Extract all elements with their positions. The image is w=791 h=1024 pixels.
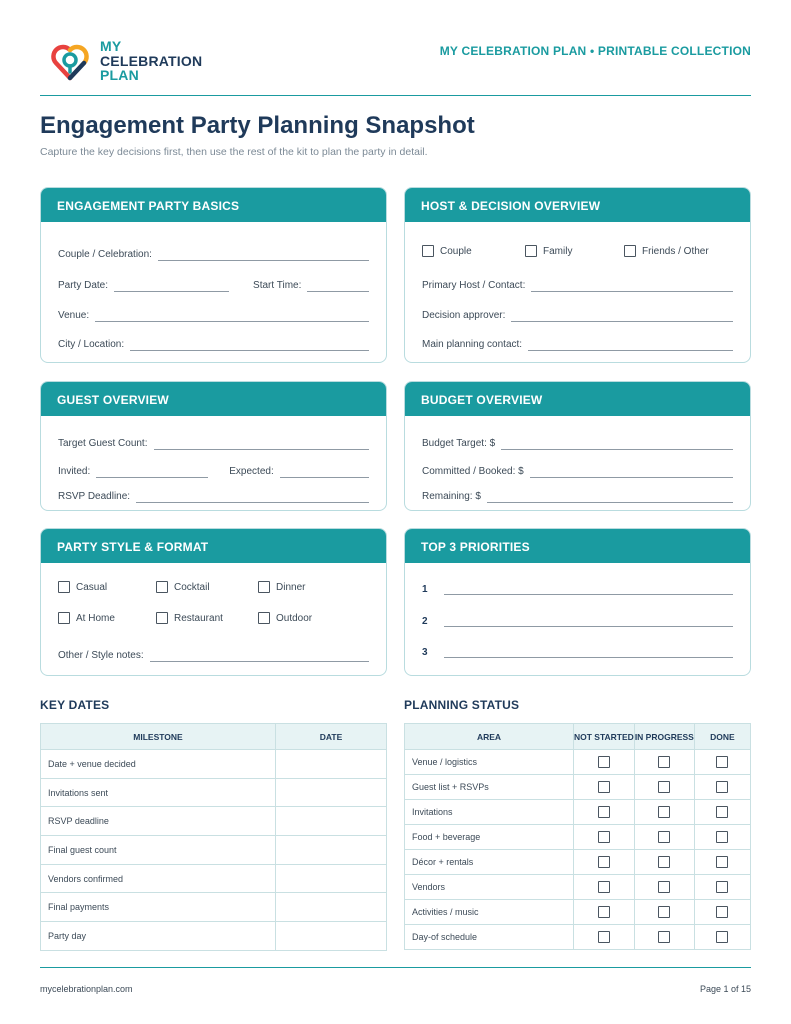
- party-date-label: Party Date:: [58, 280, 109, 291]
- budget-target-label: Budget Target: $: [422, 438, 496, 449]
- option-label: Couple: [440, 245, 472, 257]
- priority-3[interactable]: [422, 644, 733, 658]
- done-checkbox[interactable]: [716, 831, 728, 843]
- in-progress-checkbox[interactable]: [658, 831, 670, 843]
- milestone-cell: Vendors confirmed: [41, 864, 276, 893]
- style-option-restaurant[interactable]: [156, 612, 223, 624]
- checkbox[interactable]: [58, 581, 70, 593]
- milestone-cell: RSVP deadline: [41, 807, 276, 836]
- priority-number: 2: [422, 616, 428, 627]
- approver-label: Decision approver:: [422, 310, 506, 321]
- not-started-checkbox[interactable]: [598, 906, 610, 918]
- target-guest-line[interactable]: [154, 440, 370, 450]
- page-title: Engagement Party Planning Snapshot: [40, 112, 475, 139]
- expected-label: Expected:: [229, 466, 274, 477]
- table-row: [405, 775, 751, 800]
- done-checkbox[interactable]: [716, 856, 728, 868]
- rsvp-field[interactable]: [58, 489, 369, 503]
- checkbox[interactable]: [624, 245, 636, 257]
- city-field[interactable]: [58, 337, 369, 351]
- approver-field[interactable]: [422, 308, 733, 322]
- option-label: Friends / Other: [642, 245, 709, 257]
- checkbox[interactable]: [525, 245, 537, 257]
- venue-field[interactable]: [58, 308, 369, 322]
- rsvp-label: RSVP Deadline:: [58, 491, 131, 502]
- budget-heading: BUDGET OVERVIEW: [405, 382, 750, 416]
- in-progress-checkbox[interactable]: [658, 856, 670, 868]
- budget-target-line[interactable]: [501, 440, 733, 450]
- venue-line[interactable]: [95, 312, 369, 322]
- date-cell[interactable]: [276, 836, 387, 865]
- key-dates-heading: KEY DATES: [40, 698, 110, 712]
- priority-1[interactable]: [422, 581, 733, 595]
- budget-target-field[interactable]: [422, 436, 733, 450]
- checkbox[interactable]: [156, 612, 168, 624]
- done-checkbox[interactable]: [716, 931, 728, 943]
- logo-line-my: MY: [100, 38, 122, 54]
- committed-line[interactable]: [530, 468, 733, 478]
- priority-number: 1: [422, 584, 428, 595]
- in-progress-checkbox[interactable]: [658, 756, 670, 768]
- target-guest-field[interactable]: [58, 436, 369, 450]
- planning-status-heading: PLANNING STATUS: [404, 698, 520, 712]
- date-column-header: DATE: [276, 724, 387, 750]
- budget-card: [404, 381, 751, 511]
- city-label: City / Location:: [58, 339, 125, 350]
- planning-status-table: [404, 723, 751, 950]
- target-guest-label: Target Guest Count:: [58, 438, 148, 449]
- priorities-heading: TOP 3 PRIORITIES: [405, 529, 750, 563]
- brand-logo: [48, 36, 208, 84]
- table-row: [41, 836, 387, 865]
- priority-line[interactable]: [444, 648, 733, 658]
- footer-divider: [40, 967, 751, 968]
- not-started-checkbox[interactable]: [598, 931, 610, 943]
- milestone-cell: Final payments: [41, 893, 276, 922]
- done-checkbox[interactable]: [716, 806, 728, 818]
- city-line[interactable]: [130, 341, 369, 351]
- area-cell: Décor + rentals: [405, 850, 574, 875]
- style-option-cocktail[interactable]: [156, 581, 210, 593]
- table-row: [41, 864, 387, 893]
- option-label: Casual: [76, 581, 108, 593]
- milestone-cell: Invitations sent: [41, 778, 276, 807]
- priority-2[interactable]: [422, 613, 733, 627]
- done-checkbox[interactable]: [716, 906, 728, 918]
- remaining-line[interactable]: [487, 493, 733, 503]
- party-date-line[interactable]: [114, 282, 229, 292]
- not-started-checkbox[interactable]: [598, 781, 610, 793]
- host-option-family[interactable]: [525, 245, 572, 257]
- basics-card: [40, 187, 387, 363]
- in-progress-checkbox[interactable]: [658, 806, 670, 818]
- done-checkbox[interactable]: [716, 781, 728, 793]
- in-progress-checkbox[interactable]: [658, 881, 670, 893]
- style-notes-label: Other / Style notes:: [58, 650, 144, 661]
- option-label: Restaurant: [174, 612, 223, 624]
- area-cell: Activities / music: [405, 900, 574, 925]
- in-progress-checkbox[interactable]: [658, 781, 670, 793]
- committed-field[interactable]: [422, 464, 733, 478]
- in-progress-column-header: IN PROGRESS: [634, 724, 694, 750]
- in-progress-checkbox[interactable]: [658, 906, 670, 918]
- style-notes-field[interactable]: [58, 648, 369, 662]
- not-started-column-header: NOT STARTED: [574, 724, 635, 750]
- option-label: Dinner: [276, 581, 306, 593]
- main-contact-field[interactable]: [422, 337, 733, 351]
- basics-heading: ENGAGEMENT PARTY BASICS: [41, 188, 386, 222]
- couple-line[interactable]: [158, 251, 369, 261]
- expected-line[interactable]: [280, 468, 369, 478]
- table-row: [405, 825, 751, 850]
- invited-line[interactable]: [96, 468, 208, 478]
- committed-label: Committed / Booked: $: [422, 466, 524, 477]
- start-time-line[interactable]: [307, 282, 369, 292]
- key-dates-table: [40, 723, 387, 951]
- area-cell: Day-of schedule: [405, 925, 574, 950]
- checkbox[interactable]: [58, 612, 70, 624]
- start-time-label: Start Time:: [253, 280, 302, 291]
- date-cell[interactable]: [276, 778, 387, 807]
- page-header: [40, 32, 751, 96]
- rsvp-line[interactable]: [136, 493, 369, 503]
- milestone-cell: Final guest count: [41, 836, 276, 865]
- venue-label: Venue:: [58, 310, 90, 321]
- area-cell: Venue / logistics: [405, 750, 574, 775]
- style-notes-line[interactable]: [150, 652, 369, 662]
- date-time-row: [58, 278, 369, 292]
- date-cell[interactable]: [276, 893, 387, 922]
- primary-host-label: Primary Host / Contact:: [422, 280, 526, 291]
- guest-heading: GUEST OVERVIEW: [41, 382, 386, 416]
- table-row: [41, 807, 387, 836]
- area-cell: Invitations: [405, 800, 574, 825]
- collection-label: MY CELEBRATION PLAN • PRINTABLE COLLECTION: [439, 44, 751, 58]
- remaining-field[interactable]: [422, 489, 733, 503]
- checkbox[interactable]: [156, 581, 168, 593]
- couple-field[interactable]: [58, 247, 369, 261]
- style-heading: PARTY STYLE & FORMAT: [41, 529, 386, 563]
- invited-label: Invited:: [58, 466, 91, 477]
- guest-card: [40, 381, 387, 511]
- heart-pin-logo-icon: [48, 38, 92, 82]
- not-started-checkbox[interactable]: [598, 856, 610, 868]
- host-heading: HOST & DECISION OVERVIEW: [405, 188, 750, 222]
- priority-number: 3: [422, 647, 428, 658]
- style-option-outdoor[interactable]: [258, 612, 312, 624]
- done-checkbox[interactable]: [716, 881, 728, 893]
- host-card: [404, 187, 751, 363]
- logo-line-celebration: CELEBRATION: [100, 52, 203, 69]
- primary-host-field[interactable]: [422, 278, 733, 292]
- option-label: Family: [543, 245, 573, 257]
- style-option-dinner[interactable]: [258, 581, 305, 593]
- area-cell: Food + beverage: [405, 825, 574, 850]
- priorities-card: [404, 528, 751, 676]
- milestone-column-header: MILESTONE: [41, 724, 276, 750]
- footer-url[interactable]: mycelebrationplan.com: [40, 984, 133, 994]
- date-cell[interactable]: [276, 922, 387, 951]
- table-row: [41, 893, 387, 922]
- date-cell[interactable]: [276, 864, 387, 893]
- logo-line-plan: PLAN: [100, 67, 139, 83]
- option-label: At Home: [76, 612, 115, 624]
- option-label: Cocktail: [174, 581, 210, 593]
- approver-line[interactable]: [511, 312, 733, 322]
- table-row: [405, 925, 751, 950]
- host-option-couple[interactable]: [422, 245, 472, 257]
- checkbox[interactable]: [422, 245, 434, 257]
- couple-label: Couple / Celebration:: [58, 249, 152, 260]
- table-row: [405, 850, 751, 875]
- table-row: [405, 875, 751, 900]
- milestone-cell: Date + venue decided: [41, 750, 276, 779]
- not-started-checkbox[interactable]: [598, 831, 610, 843]
- priority-line[interactable]: [444, 617, 733, 627]
- date-cell[interactable]: [276, 750, 387, 779]
- area-column-header: AREA: [405, 724, 574, 750]
- table-row: [405, 750, 751, 775]
- style-option-casual[interactable]: [58, 581, 107, 593]
- area-cell: Guest list + RSVPs: [405, 775, 574, 800]
- host-option-friends[interactable]: [624, 245, 709, 257]
- logo-wordmark: [100, 39, 202, 83]
- main-contact-label: Main planning contact:: [422, 339, 523, 350]
- table-row: [41, 778, 387, 807]
- table-row: [41, 922, 387, 951]
- area-cell: Vendors: [405, 875, 574, 900]
- checkbox[interactable]: [258, 581, 270, 593]
- not-started-checkbox[interactable]: [598, 756, 610, 768]
- main-contact-line[interactable]: [528, 341, 733, 351]
- done-column-header: DONE: [694, 724, 750, 750]
- page-subtitle: Capture the key decisions first, then use the rest of the kit to plan the party in detail.: [40, 146, 428, 158]
- style-option-at-home[interactable]: [58, 612, 115, 624]
- style-card: [40, 528, 387, 676]
- table-row: [405, 900, 751, 925]
- milestone-cell: Party day: [41, 922, 276, 951]
- invited-expected-row: [58, 464, 369, 478]
- table-row: [41, 750, 387, 779]
- primary-host-line[interactable]: [531, 282, 733, 292]
- not-started-checkbox[interactable]: [598, 806, 610, 818]
- footer-page-number: Page 1 of 15: [699, 984, 751, 994]
- date-cell[interactable]: [276, 807, 387, 836]
- done-checkbox[interactable]: [716, 756, 728, 768]
- checkbox[interactable]: [258, 612, 270, 624]
- table-row: [405, 800, 751, 825]
- option-label: Outdoor: [276, 612, 313, 624]
- not-started-checkbox[interactable]: [598, 881, 610, 893]
- priority-line[interactable]: [444, 585, 733, 595]
- in-progress-checkbox[interactable]: [658, 931, 670, 943]
- remaining-label: Remaining: $: [422, 491, 481, 502]
